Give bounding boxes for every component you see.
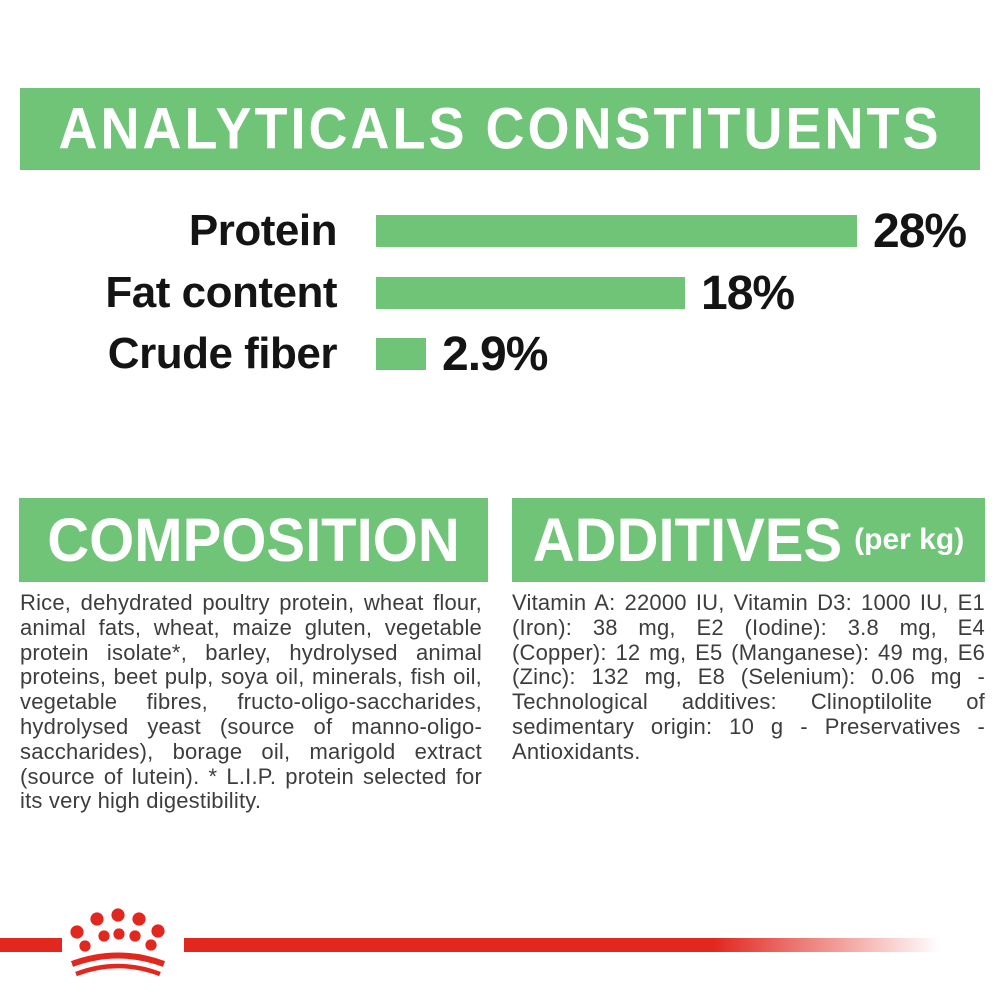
composition-text: Rice, dehydrated poultry protein, wheat flour, animal fats, wheat, maize gluten, vegetable protein isolate*, barley, hydrolysed animal proteins, beet pulp, soya oil, minerals, fish oil, vegetable fibres, fructo-oligo-saccharides, hydrolysed yeast (source of manno-oligo-saccharides), borage oil, marigold extract (source of lutein). * L.I.P. protein selected for its very high digestibility. xyxy=(20,590,482,814)
bar-label-crude-fiber: Crude fiber xyxy=(107,329,337,378)
analyticals-header-bar xyxy=(20,88,980,170)
bar-row-fat-content xyxy=(0,262,1000,324)
bar-row-crude-fiber xyxy=(0,323,1000,385)
composition-title: COMPOSITION xyxy=(47,505,460,575)
bar-value-protein: 28% xyxy=(873,204,967,258)
royal-canin-crown-logo xyxy=(56,901,182,987)
bar-label-protein: Protein xyxy=(188,206,337,255)
bar-label-fat-content: Fat content xyxy=(105,268,337,317)
bar-value-crude-fiber: 2.9% xyxy=(442,327,548,381)
footer-rule-left xyxy=(0,938,62,952)
composition-header-bar xyxy=(19,498,488,582)
additives-text: Vitamin A: 22000 IU, Vitamin D3: 1000 IU, E1 (Iron): 38 mg, E2 (Iodine): 3.8 mg, E4 (Copper): 12 mg, E5 (Manganese): 49 mg, E6 (Zinc): 132 mg, E8 (Selenium): 0.06 mg - Technological additives: Clinoptilolite of sedimentary origin: 10 g - Preservatives - Antioxidants. xyxy=(512,590,985,764)
additives-title: ADDITIVES xyxy=(532,505,843,575)
analyticals-title: ANALYTICALS CONSTITUENTS xyxy=(58,96,942,162)
bar-row-protein xyxy=(0,200,1000,262)
additives-header-bar xyxy=(512,498,985,582)
bar-fat-content xyxy=(376,277,685,309)
footer-rule-right xyxy=(184,938,940,952)
bar-protein xyxy=(376,215,857,247)
bar-value-fat-content: 18% xyxy=(701,266,795,320)
bar-crude-fiber xyxy=(376,338,426,370)
additives-title-suffix: (per kg) xyxy=(854,523,965,556)
